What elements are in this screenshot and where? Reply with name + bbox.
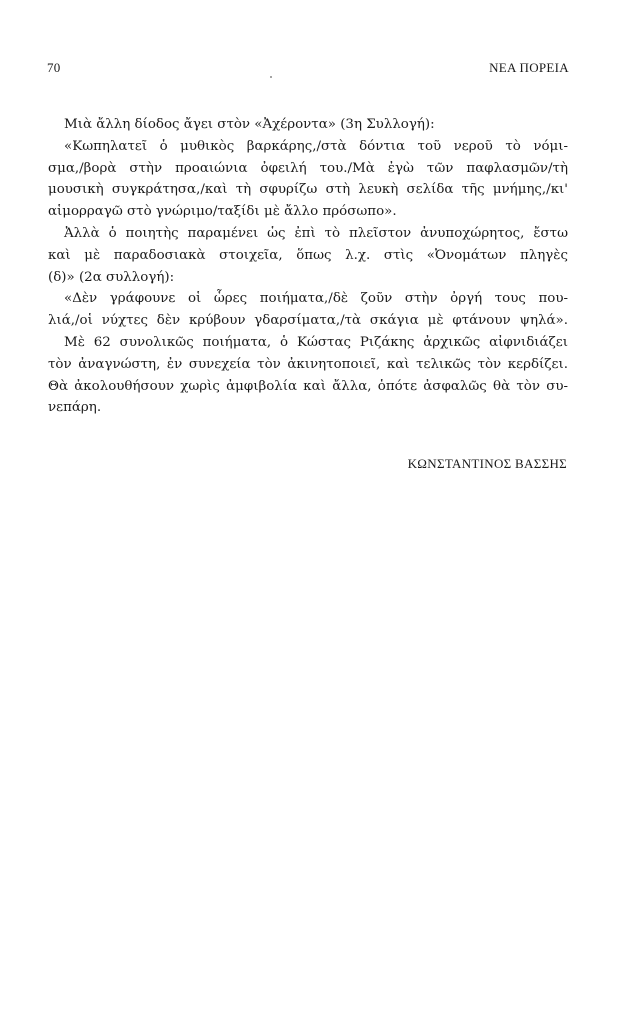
text-line: Ἀλλὰ ὁ ποιητὴς παραμένει ὡς ἐπὶ τὸ πλεῖστον ἀνυποχώρητος, ἔστω (64, 225, 568, 241)
text-line: σμα,/βορὰ στὴν προαιώνια ὀφειλή του./Μὰ ἐγὼ τῶν παφλασμῶν/τὴ (48, 160, 568, 176)
text-line: αἱμορραγῶ στὸ γνώριμο/ταξίδι μὲ ἄλλο πρόσωπο». (48, 204, 397, 220)
text-line: Μὲ 62 συνολικῶς ποιήματα, ὁ Κώστας Ριζάκης ἀρχικῶς αἰφνιδιάζει (64, 334, 568, 350)
text-line: «Κωπηλατεῖ ὁ μυθικὸς βαρκάρης,/στὰ δόντια τοῦ νεροῦ τὸ νόμι- (64, 138, 568, 154)
text-line: Θὰ ἀκολουθήσουν χωρὶς ἀμφιβολία καὶ ἄλλα, ὁπότε ἀσφαλῶς θὰ τὸν συ- (48, 378, 568, 394)
scan-speck (270, 76, 272, 78)
page-number: 70 (47, 60, 61, 75)
journal-title: ΝΕΑ ΠΟΡΕΙΑ (489, 60, 569, 75)
text-line: τὸν ἀναγνώστη, ἐν συνεχεία τὸν ἀκινητοποιεῖ, καὶ τελικῶς τὸν κερδίζει. (48, 356, 568, 372)
text-line: (δ)» (2α συλλογή): (48, 269, 175, 285)
text-line: λιά,/οἱ νύχτες δὲν κρύβουν γδαρσίματα,/τὰ σκάγια μὲ φτάνουν ψηλά». (48, 313, 568, 329)
author-signature: ΚΩΝΣΤΑΝΤΙΝΟΣ ΒΑΣΣΗΣ (407, 456, 567, 471)
body-text (48, 114, 568, 419)
text-line: καὶ μὲ παραδοσιακὰ στοιχεῖα, ὅπως λ.χ. στὶς «Ὀνομάτων πληγὲς (48, 247, 568, 263)
text-line: μουσικὴ συγκράτησα,/καὶ τὴ σφυρίζω στὴ λευκὴ σελίδα τῆς μνήμης,/κι' (48, 182, 568, 198)
text-line: νεπάρη. (48, 400, 102, 416)
text-line: «Δὲν γράφουνε οἱ ὧρες ποιήματα,/δὲ ζοῦν στὴν ὀργή τους που- (64, 291, 568, 307)
text-line: Μιὰ ἄλλη δίοδος ἄγει στὸν «Ἀχέροντα» (3η Συλλογή): (64, 117, 435, 132)
